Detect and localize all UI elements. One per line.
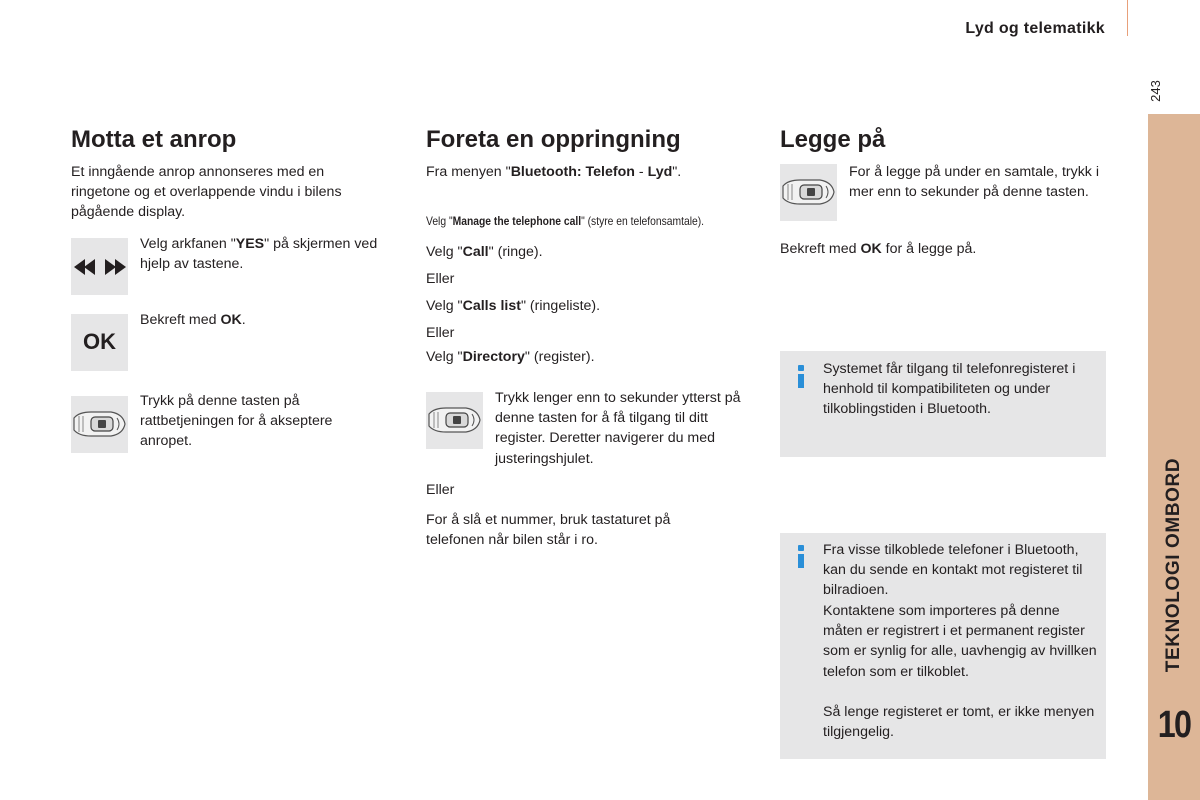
text-fragment: Velg " — [426, 298, 463, 314]
info-box-contacts — [780, 533, 1106, 759]
text-bold: Bluetooth: Telefon — [510, 164, 635, 180]
text-fragment: . — [241, 312, 246, 328]
page-header-title: Lyd og telematikk — [965, 20, 1105, 37]
text-fragment: " (styre en telefonsamtale). — [581, 214, 705, 228]
text-fragment: " (register). — [524, 349, 595, 365]
info-box-directory — [780, 351, 1106, 457]
chapter-label: TEKNOLOGI OMBORD — [1163, 457, 1184, 673]
text-fragment: Velg " — [426, 244, 463, 260]
text-fragment: Bekreft med — [140, 312, 221, 328]
text-bold: YES — [235, 236, 265, 252]
text-bold: Lyd — [647, 164, 673, 180]
manage-call-text — [426, 212, 770, 230]
accept-call-text: Trykk på denne tasten på rattbetjeningen for å akseptere anropet. — [140, 393, 333, 450]
steering-wheel-button-image — [780, 164, 837, 221]
text-bold: Calls list — [462, 298, 521, 314]
steering-control-icon — [426, 392, 483, 449]
text-bold: Manage the telephone call — [452, 214, 582, 228]
text-bold: OK — [860, 241, 882, 257]
or-text: Eller — [426, 271, 455, 287]
ok-label: OK — [83, 329, 116, 354]
select-yes-text — [140, 234, 380, 274]
text-bold: Call — [462, 244, 489, 260]
text-fragment: " (ringe). — [488, 244, 543, 260]
section-title-receive-call: Motta et anrop — [71, 126, 237, 153]
steering-control-icon — [780, 164, 837, 221]
info-contacts-text-a: Fra visse tilkoblede telefoner i Bluetooth, kan du sende en kontakt mot registeret til bilradioen. — [823, 542, 1083, 599]
ok-button-image — [71, 314, 128, 371]
info-contacts-text-c: Så lenge registeret er tomt, er ikke menyen tilgjengelig. — [823, 704, 1095, 741]
hang-up-text: For å legge på under en samtale, trykk i mer enn to sekunder på denne tasten. — [849, 164, 1099, 201]
chapter-label-wrap — [1148, 440, 1200, 690]
steering-wheel-button-image — [426, 392, 483, 449]
or-text: Eller — [426, 482, 455, 498]
steering-wheel-button-image — [71, 396, 128, 453]
text-fragment: " på skjermen ved hjelp av tastene. — [140, 236, 378, 273]
text-fragment: Bekreft med — [780, 241, 861, 257]
text-fragment: for å legge på. — [881, 241, 977, 257]
keypad-dial-text: For å slå et nummer, bruk tastaturet på telefonen når bilen står i ro. — [426, 512, 671, 549]
text-fragment: Velg " — [426, 214, 453, 228]
text-fragment: Fra menyen " — [426, 164, 511, 180]
chapter-number: 10 — [1157, 704, 1191, 746]
select-calls-list-text — [426, 296, 756, 316]
confirm-hang-up-text — [780, 239, 1110, 259]
text-fragment: Velg arkfanen " — [140, 236, 236, 252]
section-title-make-call: Foreta en oppringning — [426, 126, 681, 153]
select-call-text — [426, 242, 756, 262]
or-text: Eller — [426, 325, 455, 341]
menu-path-text — [426, 162, 756, 182]
text-bold: OK — [220, 312, 242, 328]
section-title-hang-up: Legge på — [780, 126, 886, 153]
seek-buttons-image — [71, 238, 128, 295]
info-directory-text: Systemet får tilgang til telefonregisteret i henhold til kompatibiliteten og under tilkoblingstiden i Bluetooth. — [823, 361, 1076, 418]
steering-control-icon — [71, 396, 128, 453]
header-divider — [1127, 0, 1128, 36]
directory-access-text: Trykk lenger enn to sekunder ytterst på denne tasten for å få tilgang til ditt register. Deretter navigerer du med justeringshjulet. — [495, 390, 741, 467]
confirm-ok-text — [140, 310, 380, 330]
text-bold: Directory — [462, 349, 525, 365]
text-fragment: " (ringeliste). — [520, 298, 601, 314]
info-contacts-text-b: Kontaktene som importeres på denne måten er registrert i et permanent register som er synlig for alle, uavhengig av hvillken telefon som er tilkoblet. — [823, 603, 1097, 680]
text-fragment: ". — [672, 164, 682, 180]
seek-arrows-icon — [71, 238, 128, 295]
text-fragment: Velg " — [426, 349, 463, 365]
receive-call-intro: Et inngående anrop annonseres med en ringetone og et overlappende vindu i bilens pågående display. — [71, 164, 342, 221]
page-number: 243 — [1148, 80, 1163, 102]
text-fragment: - — [634, 164, 648, 180]
select-directory-text — [426, 347, 756, 367]
